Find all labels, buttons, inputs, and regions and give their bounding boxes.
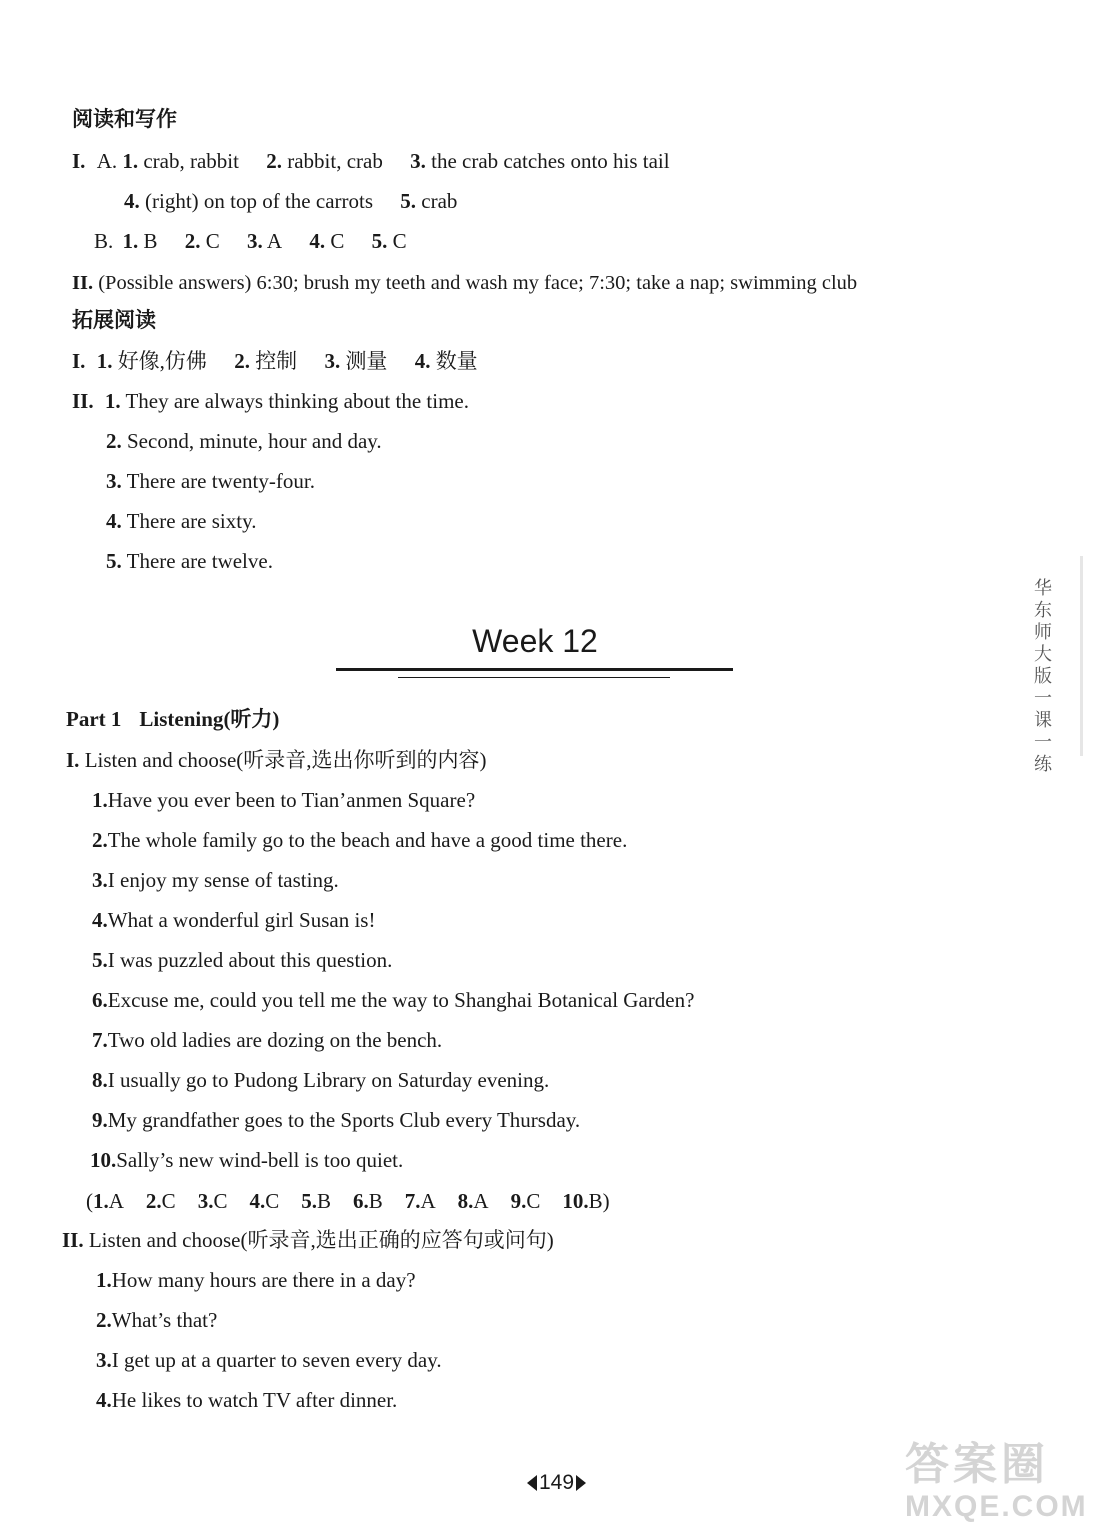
answer-text: A (266, 229, 283, 253)
list-item (92, 1067, 549, 1093)
item-number: 1. (96, 349, 113, 373)
watermark-logo-text: 答案圈 (905, 1440, 1049, 1489)
item-number: 3. (410, 149, 426, 173)
item-number: 10. (90, 1148, 117, 1172)
item-number: 6. (92, 988, 108, 1012)
answer-text: rabbit, crab (287, 149, 383, 173)
er-I-line (72, 348, 478, 374)
item-number: 3. (324, 349, 341, 373)
er-II-line-1 (72, 388, 469, 414)
section-heading-extended-reading: 拓展阅读 (72, 308, 156, 332)
section-heading-reading-writing: 阅读和写作 (72, 107, 177, 131)
item-text: I was puzzled about this question. (107, 948, 393, 972)
answer-text: They are always thinking about the time. (125, 389, 469, 413)
rw-II-number: II. (72, 272, 94, 294)
item-text: Sally’s new wind-bell is too quiet. (116, 1148, 404, 1172)
list-item (92, 987, 694, 1013)
er-II-number: II. (72, 389, 94, 413)
answer-text: C (392, 229, 407, 253)
item-number: 1. (92, 788, 108, 812)
p1-I-answer-key (86, 1188, 610, 1214)
answer-text: There are sixty. (126, 509, 257, 533)
item-number: 2. (184, 229, 201, 253)
item-number: 7. (404, 1189, 421, 1213)
item-number: 1. (122, 229, 139, 253)
item-number: 2. (234, 349, 250, 373)
item-number: 4. (106, 509, 122, 533)
item-number: 4. (309, 229, 326, 253)
title-rule-thick (336, 668, 733, 671)
item-number: 3. (96, 1348, 112, 1372)
item-number: 2. (106, 429, 122, 453)
triangle-right-icon (576, 1475, 586, 1491)
item-number: 8. (92, 1068, 108, 1092)
page-number-text: 149 (538, 1471, 575, 1494)
er-II-line-4 (106, 508, 256, 534)
answer-text: crab (421, 189, 458, 213)
item-number: 3. (106, 469, 122, 493)
rw-I-line-1 (72, 148, 670, 174)
item-number: 9. (92, 1108, 108, 1132)
item-text: Have you ever been to Tian’anmen Square? (107, 788, 476, 812)
part-title: Listening (139, 707, 224, 731)
item-number: 10. (562, 1189, 589, 1213)
list-item (92, 867, 339, 893)
list-item (96, 1387, 397, 1413)
item-text: The whole family go to the beach and have a good time there. (107, 828, 628, 852)
answer-text: C (330, 229, 345, 253)
item-text: I enjoy my sense of tasting. (107, 868, 339, 892)
answer-text: A (420, 1189, 436, 1213)
item-text: I usually go to Pudong Library on Saturday evening. (107, 1068, 550, 1092)
item-number: 1. (96, 1268, 112, 1292)
watermark (905, 1440, 1105, 1530)
watermark-site-text: MXQE.COM (905, 1490, 1088, 1523)
side-book-title: 华东师大版一课一练 (1032, 578, 1052, 776)
answer-text: C (526, 1189, 541, 1213)
item-number: 2. (92, 828, 108, 852)
p1-II-instruction-line (62, 1227, 554, 1253)
week-title: Week 12 (472, 623, 598, 659)
item-number: 5. (301, 1189, 317, 1213)
item-text: How many hours are there in a day? (111, 1268, 416, 1292)
answer-open-paren: ( (86, 1189, 93, 1213)
item-number: 1. (104, 389, 121, 413)
answer-text: C (265, 1189, 280, 1213)
item-number: 3. (247, 229, 263, 253)
list-item (90, 1147, 403, 1173)
part-title-cn: (听力) (223, 707, 280, 731)
list-item (92, 787, 475, 813)
rw-I-B-line (94, 228, 407, 254)
answer-text: C (205, 229, 220, 253)
item-number: 5. (371, 229, 388, 253)
list-item (92, 907, 375, 933)
answer-text: B (588, 1189, 603, 1213)
p1-I-number: I. (66, 748, 80, 772)
item-number: 1. (122, 149, 139, 173)
answer-text: C (213, 1189, 228, 1213)
item-number: 2. (266, 149, 282, 173)
part1-heading (66, 706, 279, 732)
item-number: 3. (197, 1189, 214, 1213)
item-number: 4. (249, 1189, 266, 1213)
answer-text: A (108, 1189, 124, 1213)
item-number: 6. (352, 1189, 369, 1213)
answer-close-paren: ) (602, 1189, 610, 1213)
side-decoration-bar (1080, 556, 1083, 756)
item-text: Excuse me, could you tell me the way to Shanghai Botanical Garden? (107, 988, 695, 1012)
p1-II-number: II. (62, 1228, 84, 1252)
item-number: 1. (93, 1189, 109, 1213)
answer-text: 测量 (345, 349, 388, 373)
item-text: What’s that? (111, 1308, 218, 1332)
answer-text: the crab catches onto his tail (431, 149, 670, 173)
rw-I-B-label: B. (94, 229, 114, 253)
p1-I-instruction: Listen and choose(听录音,选出你听到的内容) (84, 748, 487, 772)
list-item (92, 1027, 442, 1053)
answer-text: B (143, 229, 158, 253)
er-II-line-2 (106, 428, 382, 454)
answer-text: B (368, 1189, 383, 1213)
rw-I-A-label: A. (96, 149, 118, 173)
p1-I-instruction-line (66, 747, 487, 773)
item-number: 2. (145, 1189, 162, 1213)
answer-text: Second, minute, hour and day. (127, 429, 382, 453)
item-number: 2. (96, 1308, 112, 1332)
item-number: 9. (510, 1189, 527, 1213)
title-rule-thin (398, 677, 670, 678)
item-number: 8. (457, 1189, 474, 1213)
item-number: 5. (92, 948, 108, 972)
item-text: What a wonderful girl Susan is! (107, 908, 376, 932)
er-I-number: I. (72, 349, 86, 373)
answer-text: (right) on top of the carrots (145, 189, 374, 213)
item-text: I get up at a quarter to seven every day. (111, 1348, 442, 1372)
triangle-left-icon (527, 1475, 537, 1491)
item-number: 4. (92, 908, 108, 932)
answer-text: 数量 (435, 349, 478, 373)
answer-text: There are twelve. (126, 549, 273, 573)
item-number: 5. (400, 189, 417, 213)
list-item (92, 947, 392, 973)
item-number: 4. (414, 349, 431, 373)
item-number: 7. (92, 1028, 108, 1052)
rw-II-line (72, 270, 857, 296)
answer-text: B (316, 1189, 331, 1213)
item-text: Two old ladies are dozing on the bench. (107, 1028, 443, 1052)
item-text: He likes to watch TV after dinner. (111, 1388, 398, 1412)
part-label: Part 1 (66, 707, 122, 731)
rw-I-number: I. (72, 149, 86, 173)
item-number: 3. (92, 868, 108, 892)
list-item (96, 1307, 217, 1333)
item-number: 4. (124, 189, 140, 213)
list-item (92, 1107, 580, 1133)
p1-II-instruction: Listen and choose(听录音,选出正确的应答句或问句) (88, 1228, 554, 1252)
answer-text: There are twenty-four. (126, 469, 315, 493)
list-item (96, 1267, 416, 1293)
rw-II-text: (Possible answers) 6:30; brush my teeth and wash my face; 7:30; take a nap; swimming club (98, 272, 858, 294)
page-number (500, 1470, 613, 1496)
answer-text: 控制 (255, 349, 298, 373)
answer-text: C (161, 1189, 176, 1213)
rw-I-line-2 (124, 188, 457, 214)
item-number: 5. (106, 549, 122, 573)
er-II-line-3 (106, 468, 315, 494)
item-number: 4. (96, 1388, 112, 1412)
item-text: My grandfather goes to the Sports Club every Thursday. (107, 1108, 581, 1132)
list-item (92, 827, 627, 853)
list-item (96, 1347, 442, 1373)
answer-text: A (473, 1189, 489, 1213)
er-II-line-5 (106, 548, 273, 574)
answer-text: 好像,仿佛 (117, 349, 207, 373)
answer-text: crab, rabbit (143, 149, 239, 173)
